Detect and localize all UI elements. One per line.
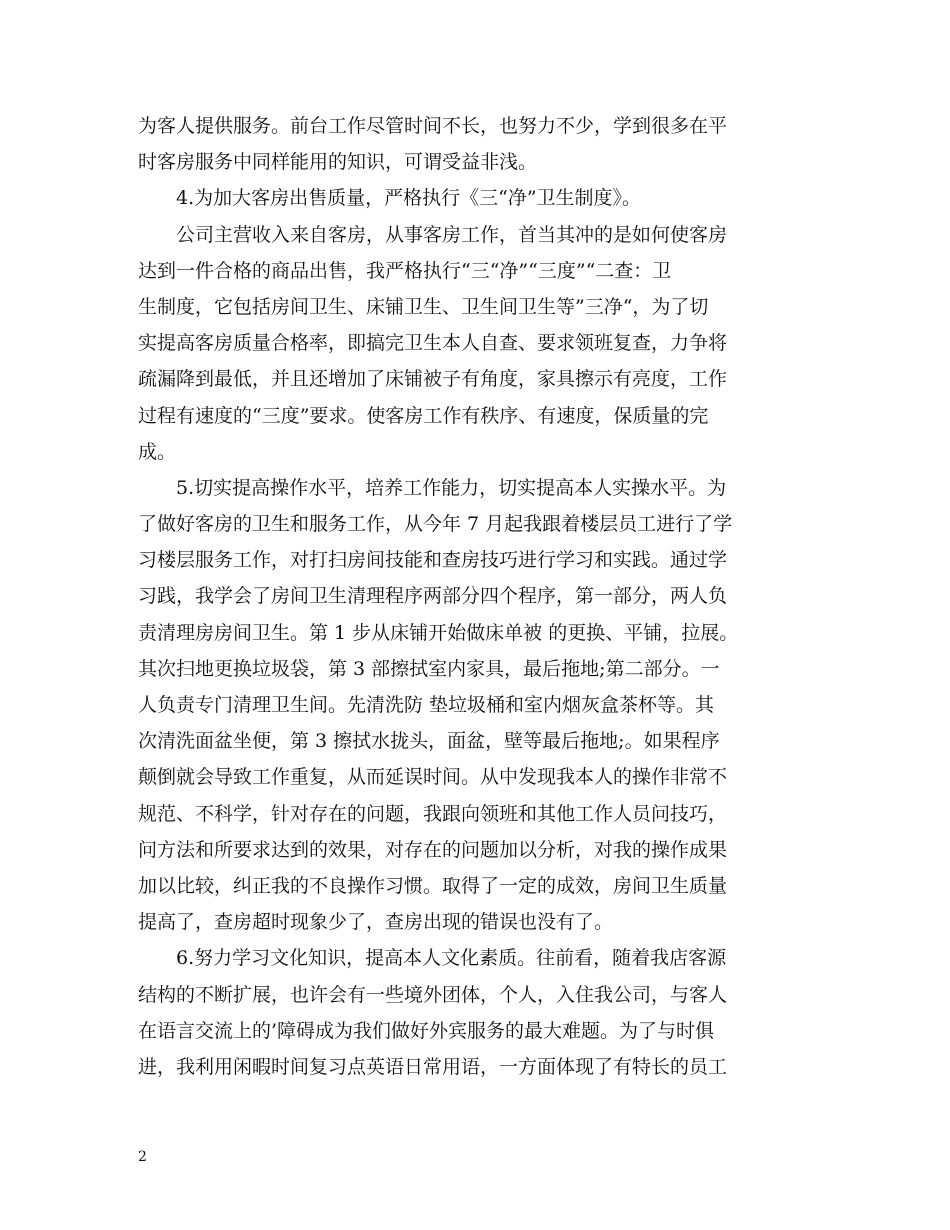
- text-line: 生制度，它包括房间卫生、床铺卫生、卫生间卫生等”三净“，为了切: [138, 295, 709, 318]
- text-line: 结构的不断扩展，也许会有一些境外团体，个人，入住我公司，与客人: [138, 983, 728, 1006]
- text-line: 习践，我学会了房间卫生清理程序两部分四个程序，第一部分，两人负: [138, 585, 728, 608]
- text-line: 其次扫地更换垃圾袋，第 3 部擦拭室内家具，最后拖地;第二部分。一: [138, 657, 720, 680]
- text-line: 进，我利用闲暇时间复习点英语日常用语，一方面体现了有特长的员工: [138, 1055, 728, 1078]
- text-line: 公司主营收入来自客房，从事客房工作，首当其冲的是如何使客房: [176, 223, 728, 246]
- text-line: 实提高客房质量合格率，即搞完卫生本人自查、要求领班复查，力争将: [138, 332, 728, 355]
- page-number: 2: [138, 1149, 147, 1165]
- body-text: [138, 108, 818, 1085]
- section-heading: 4.为加大客房出售质量，严格执行《三“净”卫生制度》。: [176, 187, 642, 210]
- text-line: 颠倒就会导致工作重复，从而延误时间。从中发现我本人的操作非常不: [138, 766, 728, 789]
- text-line: 习楼层服务工作，对打扫房间技能和查房技巧进行学习和实践。通过学: [138, 549, 728, 572]
- text-line: 过程有速度的“三度”要求。使客房工作有秩序、有速度，保质量的完: [138, 404, 709, 427]
- text-line: 提高了，查房超时现象少了，查房出现的错误也没有了。: [138, 911, 614, 934]
- section-heading: 6.努力学习文化知识，提高本人文化素质。往前看，随着我店客源: [176, 947, 727, 970]
- section-heading: 5.切实提高操作水平，培养工作能力，切实提高本人实操水平。为: [176, 476, 727, 499]
- text-line: 规范、不科学，针对存在的问题，我跟向领班和其他工作人员问技巧，: [138, 802, 728, 825]
- text-line: 时客房服务中同样能用的知识，可谓受益非浅。: [138, 151, 538, 174]
- text-line: 为客人提供服务。前台工作尽管时间不长，也努力不少，学到很多在平: [138, 115, 728, 137]
- text-line: 人负责专门清理卫生间。先清洗防 垫垃圾桶和室内烟灰盒茶杯等。其: [138, 694, 715, 716]
- text-line: 疏漏降到最低，并且还增加了床铺被子有角度，家具擦示有亮度，工作: [138, 368, 728, 391]
- text-line: 问方法和所要求达到的效果，对存在的问题加以分析，对我的操作成果: [138, 838, 728, 861]
- text-line: 责清理房房间卫生。第 1 步从床铺开始做床单被 的更换、平铺，拉展。: [138, 621, 739, 644]
- text-line: 次清洗面盆坐便，第 3 擦拭水拢头，面盆，壁等最后拖地;。如果程序: [138, 730, 720, 753]
- text-line: 加以比较，纠正我的不良操作习惯。取得了一定的成效，房间卫生质量: [138, 874, 728, 897]
- text-line: 在语言交流上的’障碍成为我们做好外宾服务的最大难题。为了与时俱: [138, 1019, 715, 1042]
- text-line: 达到一件合格的商品出售，我严格执行“三“净”“三度”“二查：卫: [138, 259, 672, 282]
- text-line: 了做好客房的卫生和服务工作，从今年 7 月起我跟着楼层员工进行了学: [138, 513, 733, 536]
- text-line: 成。: [138, 440, 177, 463]
